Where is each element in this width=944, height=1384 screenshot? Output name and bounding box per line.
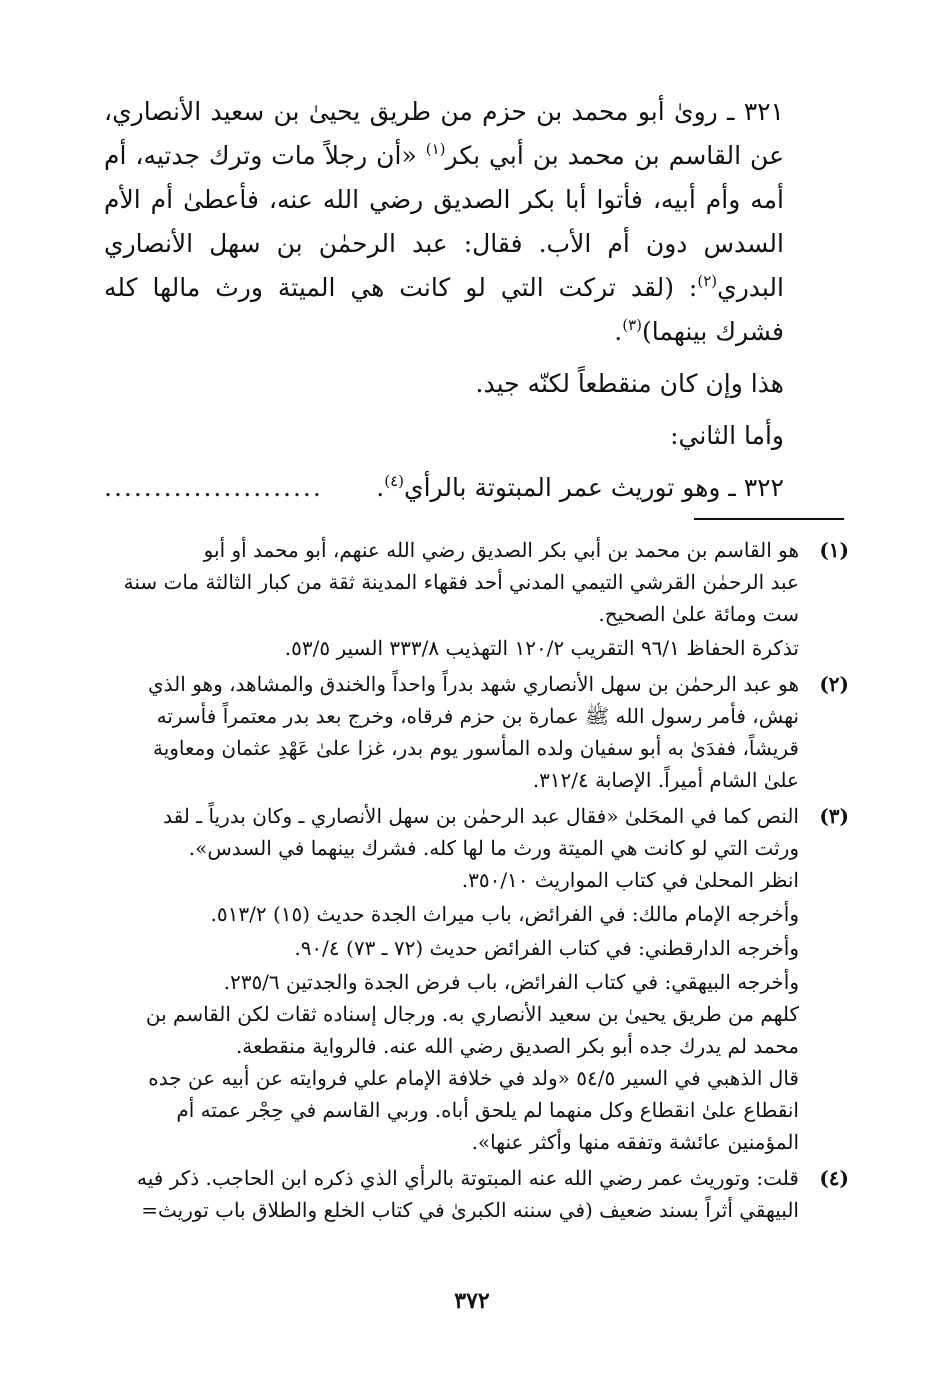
para1-line-6: : (لقد تركت التي لو: [465, 273, 698, 302]
footnote-body: [97, 800, 799, 1158]
footnote-mark-1[interactable]: (١): [425, 140, 446, 158]
footnote-1: [97, 534, 849, 664]
footnote-line: المؤمنين عائشة وتفقه منها وأكثر عنها».: [471, 1130, 799, 1154]
para1-line-3: «أن رجلاً مات وترك جدتيه، أم أمه وأم: [104, 141, 784, 214]
footnote-line: قال الذهبي في السير ٥٤/٥ «ولد في خلافة الإمام علي فروايته عن أبيه عن جده: [148, 1066, 799, 1090]
footnote-line: نهش، فأمر رسول الله ﷺ عمارة بن حزم فرقاه، وخرج بعد بدر معتمراً فأسرته: [156, 704, 799, 728]
footnote-body: [97, 668, 799, 796]
footnote-number: (٤): [819, 1166, 849, 1190]
footnote-mark-4[interactable]: (٤): [384, 472, 405, 490]
paragraph-322: ٣٢٢ ـ وهو توريث عمر المبتوتة بالرأي$^{(٤)}$. ......................: [104, 466, 844, 510]
main-text: [104, 90, 844, 510]
footnote-mark-3[interactable]: (٣): [622, 316, 642, 334]
footnote-3: [97, 800, 849, 1158]
para4-text: ٣٢٢ ـ وهو توريث عمر المبتوتة بالرأي: [404, 473, 784, 502]
para1-line-5: الأب. فقال: عبد الرحمٰن بن سهل الأنصاري البدري: [104, 229, 784, 302]
footnote-reference: وأخرجه البيهقي: في كتاب الفرائض، باب فرض الجدة والجدتين ٢٣٥/٦.: [223, 970, 799, 994]
footnote-line: هو القاسم بن محمد بن أبي بكر الصديق رضي الله عنهم، أبو محمد أو أبو: [203, 538, 799, 562]
footnote-line: انقطاع علىٰ انقطاع وكل منهما لم يلحق أباه. وربي القاسم في حِجْر عمته أم: [176, 1098, 799, 1122]
footnote-2: [97, 668, 849, 796]
footnote-mark-2[interactable]: (٢): [697, 272, 718, 290]
footnote-line: قريشاً، ففدَىٰ به أبو سفيان ولده المأسور يوم بدر، غزا علىٰ عَهْدِ عثمان ومعاوية: [152, 736, 799, 760]
footnote-line: محمد لم يدرك جده أبو بكر الصديق رضي الله عنه. فالرواية منقطعة.: [235, 1034, 799, 1058]
footnote-body: [97, 534, 799, 664]
footnote-reference: وأخرجه الدارقطني: في كتاب الفرائض حديث (٧٢ ـ ٧٣) ٩٠/٤.: [294, 936, 799, 960]
para1-line-4: أبيه، فأتوا أبا بكر الصديق رضي الله عنه، فأعطىٰ أم الأم السدس دون أم: [104, 185, 784, 258]
page-number: ٣٧٢: [454, 1288, 490, 1314]
footnote-line: النص كما في المحَلىٰ «فقال عبد الرحمٰن بن سهل الأنصاري ـ وكان بدرياً ـ لقد: [163, 804, 799, 828]
footnote-separator: [694, 518, 844, 520]
footnote-body: [97, 1162, 799, 1226]
paragraph-comment: هذا وإن كان منقطعاً لكنّه جيد.: [475, 369, 784, 398]
footnote-line: ورثت التي لو كانت هي الميتة ورث ما لها كله. فشرك بينهما في السدس».: [188, 836, 799, 860]
footnote-number: (٣): [819, 804, 849, 828]
footnote-reference: تذكرة الحفاظ ٩٦/١ التقريب ١٢٠/٢ التهذيب ٣٣٣/٨ السير ٥٣/٥.: [284, 636, 799, 660]
para1-line-7: كانت هي الميتة ورث مالها كله فشرك بينهما): [104, 273, 784, 346]
footnote-line: قلت: وتوريث عمر رضي الله عنه المبتوتة بالرأي الذي ذكره ابن الحاجب. ذكر فيه: [137, 1166, 799, 1190]
para1-line-1: ٣٢١ ـ روىٰ أبو محمد بن حزم من طريق يحيىٰ بن سعيد الأنصاري،: [104, 97, 784, 126]
para1-line-2: عن القاسم بن محمد بن أبي بكر: [445, 141, 785, 170]
footnotes-section: [97, 534, 849, 1230]
footnote-line: ست ومائة علىٰ الصحيح.: [598, 602, 799, 626]
footnote-line: هو عبد الرحمٰن بن سهل الأنصاري شهد بدراً واحداً والخندق والمشاهد، وهو الذي: [148, 672, 799, 696]
paragraph-321: ٣٢١ ـ روىٰ أبو محمد بن حزم من طريق يحيىٰ بن سعيد الأنصاري، عن القاسم بن محمد بن أبي بكر$^{(١)}$ «أن رجلاً مات وترك جدتيه، أم أمه وأم أبيه، فأتوا أبا بكر الصديق رضي الله عنه، فأعطىٰ أم الأم السدس دون أم الأب. فقال: عبد الرحمٰن بن سهل الأنصاري البدري$^{(٢)}$: (لقد تركت التي لو كانت هي الميتة ورث مالها كله فشرك بينهما)$^{(٣)}$.: [104, 97, 785, 346]
footnote-line: البيهقي أثراً بسند ضعيف (في سننه الكبرىٰ في كتاب الخلع والطلاق باب توريث=: [141, 1198, 799, 1222]
footnote-number: (١): [819, 538, 849, 562]
footnote-line: عبد الرحمٰن القرشي التيمي المدني أحد فقهاء المدينة ثقة من كبار الثالثة مات سنة: [123, 570, 799, 594]
footnote-line: انظر المحلىٰ في كتاب المواريث ٣٥٠/١٠.: [461, 868, 799, 892]
footnote-line: كلهم من طريق يحيىٰ بن سعيد الأنصاري به. ورجال إسناده ثقات لكن القاسم بن: [145, 1002, 799, 1026]
footnote-number: (٢): [819, 672, 849, 696]
footnote-reference: وأخرجه الإمام مالك: في الفرائض، باب ميراث الجدة حديث (١٥) ٥١٣/٢.: [210, 902, 799, 926]
continuation-dots: ......................: [104, 473, 323, 502]
footnote-4: [97, 1162, 849, 1226]
footnote-line: علىٰ الشام أميراً. الإصابة ٣١٢/٤.: [532, 768, 799, 792]
paragraph-second: وأما الثاني:: [670, 421, 784, 450]
